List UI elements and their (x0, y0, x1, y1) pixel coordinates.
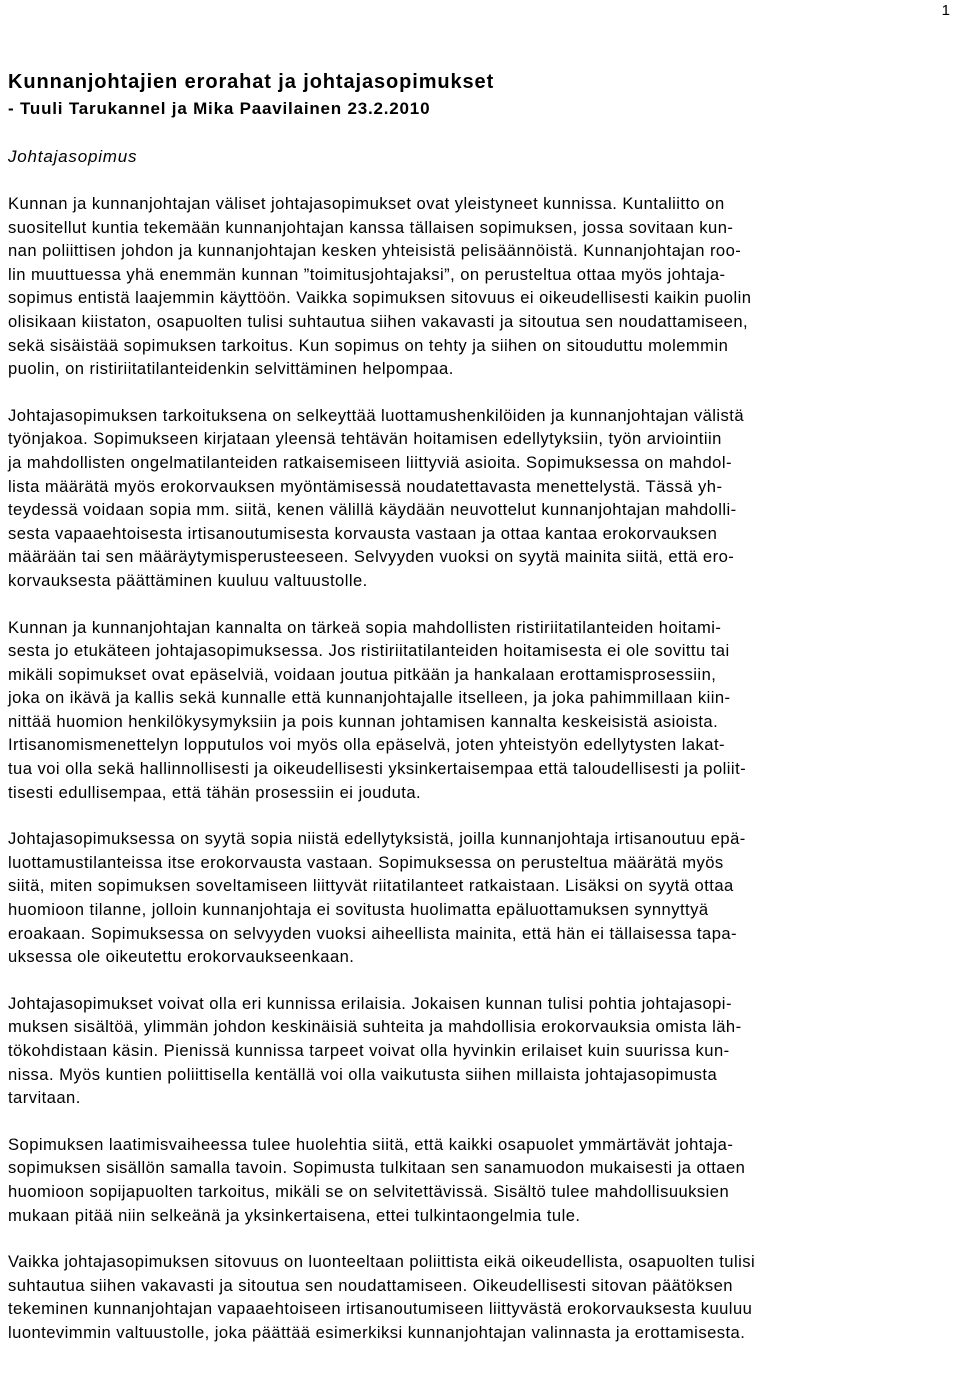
paragraph-5: Johtajasopimukset voivat olla eri kunnissa erilaisia. Jokaisen kunnan tulisi pohtia johtajasopi- muksen sisältöä, ylimmän johdon keskinäisiä suhteita ja mahdollisia erokorvauksia omista läh- tökohdistaan käsin. Pienissä kunnissa tarpeet voivat olla hyvinkin erilaiset kuin suurissa kun- nissa. Myös kuntien poliittisella kentällä voi olla vaikutusta siihen millaista johtajasopimusta tarvitaan. (8, 993, 742, 1108)
paragraph-2: Johtajasopimuksen tarkoituksena on selkeyttää luottamushenkilöiden ja kunnanjohtajan välistä työnjakoa. Sopimukseen kirjataan yleensä tehtävän hoitamisen edellytyksiin, työn arviointiin ja mahdollisten ongelmatilanteiden ratkaisemiseen liittyviä asioita. Sopimuksessa on mahdol- lista määrätä myös erokorvauksen myöntämisessä noudatettavasta menettelystä. Tässä yh- teydessä voidaan sopia mm. siitä, kenen välillä käydään neuvottelut kunnanjohtajan mahdolli- sesta vapaaehtoisesta irtisanoutumisesta korvausta vastaan ja ottaa kantaa erokorvauksen määrään tai sen määräytymisperusteeseen. Selvyyden vuoksi on syytä mainita siitä, että ero- korvauksesta päättäminen kuuluu valtuustolle. (8, 405, 745, 590)
paragraph-4: Johtajasopimuksessa on syytä sopia niistä edellytyksistä, joilla kunnanjohtaja irtisanoutuu epä- luottamustilanteissa itse erokorvausta vastaan. Sopimuksessa on perusteltua määrätä myös siitä, miten sopimuksen soveltamiseen liittyvät riitatilanteet ratkaistaan. Lisäksi on syytä ottaa huomioon tilanne, jolloin kunnanjohtaja ei sovitusta huolimatta epäluottamuksen synnyttyä eroakaan. Sopimuksessa on selvyyden vuoksi aiheellista mainita, että hän ei tällaisessa tapa- uksessa ole oikeutettu erokorvaukseenkaan. (8, 829, 746, 967)
paragraph-1: Kunnan ja kunnanjohtajan väliset johtajasopimukset ovat yleistyneet kunnissa. Kuntaliitto on suositellut kuntia tekemään kunnanjohtajan kanssa tällaisen sopimuksen, jossa sovitaan kun- nan poliittisen johdon ja kunnanjohtajan kesken yhteisistä pelisäännöistä. Kunnanjohtajan roo- lin muuttuessa yhä enemmän kunnan ”toimitusjohtajaksi”, on perusteltua ottaa myös johtaja- sopimus entistä laajemmin käyttöön. Vaikka sopimuksen sitovuus ei oikeudellisesti kaikin puolin olisikaan kiistaton, osapuolten tulisi suhtautua siihen vakavasti ja sitoutua sen noudattamiseen, sekä sisäistää sopimuksen tarkoitus. Kun sopimus on tehty ja siihen on sitouduttu molemmin puolin, on ristiriitatilanteidenkin selvittäminen helpompaa. (8, 194, 752, 379)
page-number: 1 (941, 2, 950, 19)
paragraph-6: Sopimuksen laatimisvaiheessa tulee huolehtia siitä, että kaikki osapuolet ymmärtävät johtaja- sopimuksen sisällön samalla tavoin. Sopimusta tulkitaan sen sanamuodon mukaisesti ja ottaen huomioon sopijapuolten tarkoitus, mikäli se on selvitettävissä. Sisältö tulee mahdollisuuksien mukaan pitää niin selkeänä ja yksinkertaisena, ettei tulkintaongelmia tule. (8, 1134, 746, 1225)
document-title: Kunnanjohtajien erorahat ja johtajasopimukset (8, 71, 495, 93)
paragraph-7: Vaikka johtajasopimuksen sitovuus on luonteeltaan poliittista eikä oikeudellista, osapuolten tulisi suhtautua siihen vakavasti ja sitoutua sen noudattamiseen. Oikeudellisesti sitovan päätöksen tekeminen kunnanjohtajan vapaaehtoiseen irtisanoutumiseen liittyvästä erokorvauksesta kuuluu luontevimmin valtuustolle, joka päättää esimerkiksi kunnanjohtajan valinnasta ja erottamisesta. (8, 1252, 756, 1342)
section-heading: Johtajasopimus (8, 147, 138, 166)
paragraph-3: Kunnan ja kunnanjohtajan kannalta on tärkeä sopia mahdollisten ristiriitatilanteiden hoitami- sesta jo etukäteen johtajasopimuksessa. Jos ristiriitatilanteiden hoitamisesta ei ole sovittu tai mikäli sopimukset ovat epäselviä, voidaan joutua pitkään ja hankalaan erottamisprosessiin, joka on ikävä ja kallis sekä kunnalle että kunnanjohtajalle itselleen, ja joka pahimmillaan kiin- nittää huomion henkilökysymyksiin ja pois kunnan johtamisen kannalta keskeisistä asioista. Irtisanomismenettelyn lopputulos voi myös olla epäselvä, joten yhteistyön edellytysten lakat- tua voi olla sekä hallinnollisesti ja oikeudellisesti yksinkertaisempaa että taloudellisesti ja poliit- tisesti edullisempaa, että tähän prosessiin ei jouduta. (8, 617, 747, 802)
document-subtitle: - Tuuli Tarukannel ja Mika Paavilainen 23.2.2010 (8, 99, 431, 118)
document-body (8, 70, 958, 1345)
